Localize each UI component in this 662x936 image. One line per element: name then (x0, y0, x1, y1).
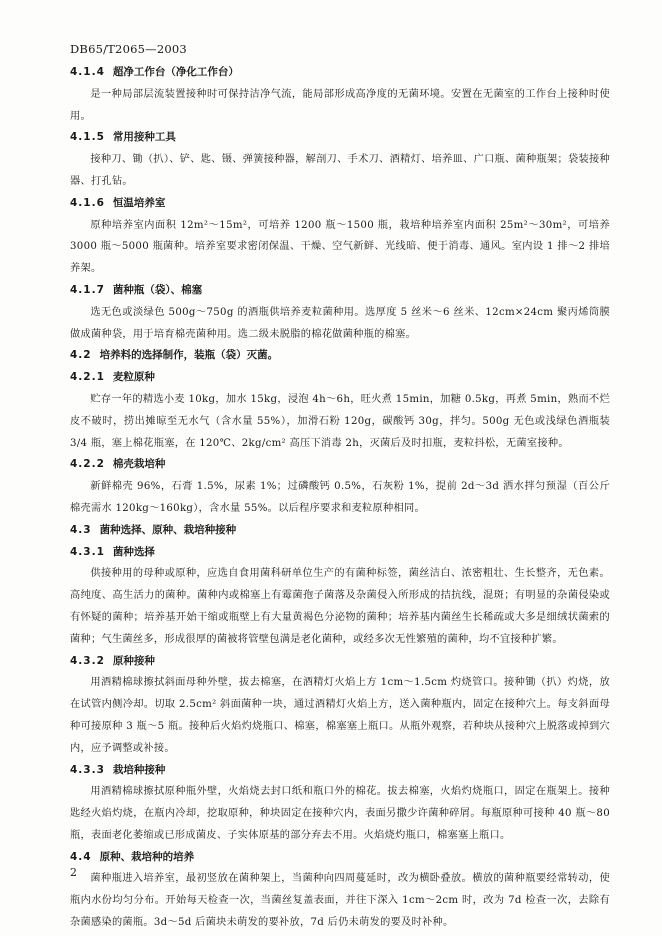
section-title: 菌种瓶（袋）、棉塞 (112, 283, 203, 296)
body-paragraph: 用酒精棉球擦拭原种瓶外壁，火焰烧去封口纸和瓶口外的棉花。拔去棉塞，火焰灼烧瓶口，固定在瓶架上。接种匙经火焰灼烧，在瓶内冷却，挖取原种，种块固定在接种穴内，表面另撒少许菌种碎屑。每瓶原种可接种 40 瓶～80 瓶，表面老化萎缩或已形成菌皮、子实体原基的部分弃去不用。火焰烧灼瓶口，棉塞塞上瓶口。 (70, 786, 610, 841)
section-number: 4.1.6 (70, 196, 105, 209)
section-heading (70, 651, 610, 673)
section-title: 原种、栽培种的培养 (99, 850, 195, 863)
section-heading (70, 760, 610, 782)
section-heading (70, 193, 610, 215)
section-heading (70, 454, 610, 476)
section-number: 4.2.1 (70, 371, 105, 384)
page-number: 2 (70, 866, 77, 879)
body-paragraph: 菌种瓶进入培养室，最初竖放在菌种架上，当菌种向四周蔓延时，改为横卧叠放。横放的菌种瓶要经常转动，使瓶内水份均匀分布。开始每天检查一次，当菌丝复盖表面，并往下深入 1cm～2cm 时，改为 7d 检查一次，去除有杂菌感染的菌瓶。3d～5d 后菌块未萌发的要补放，7d 后仍未萌发的要及时补种。 (70, 873, 610, 929)
section-title: 菌种选择 (112, 545, 155, 558)
section-number: 4.2 (70, 349, 92, 362)
section-heading (70, 847, 610, 869)
body-paragraph: 供接种用的母种或原种，应选自食用菌科研单位生产的有菌种标签，菌丝洁白、浓密粗壮、生长整齐，无色素。高纯度、高生活力的菌种。菌种内或棉塞上有霉菌孢子菌落及杂菌侵入所形成的拮抗线，混斑；有明显的杂菌侵染或有怀疑的菌种；培养基开始干缩或瓶壁上有大量黄褐色分泌物的菌种；培养基内菌丝生长稀疏或大多是细绒状菌索的菌种；气生菌丝多，形成很厚的菌被将管壁包满是老化菌种，或经多次无性繁殖的菌种，均不宜接种扩繁。 (70, 568, 610, 645)
section-title: 栽培种接种 (112, 763, 166, 776)
body-paragraph: 是一种局部层流装置接种时可保持洁净气流，能局部形成高净度的无菌环境。安置在无菌室的工作台上接种时使用。 (70, 88, 610, 122)
body-paragraph: 原种培养室内面积 12m²～15m²，可培养 1200 瓶～1500 瓶，栽培种培养室内面积 25m²～30m²，可培养 3000 瓶～5000 瓶菌种。培养室要求密闭保温、干燥、空气新鲜、光线暗、便于消毒、通风。室内设 1 排～2 排培养架。 (70, 219, 610, 275)
section-number: 4.3.2 (70, 654, 105, 667)
section-heading (70, 280, 610, 302)
section-heading (70, 542, 610, 564)
section-title: 常用接种工具 (112, 131, 176, 144)
section-heading (70, 367, 610, 389)
body-paragraph: 新鲜棉壳 96%，石膏 1.5%，尿素 1%；过磷酸钙 0.5%，石灰粉 1%，提前 2d～3d 洒水拌匀预湿（百公斤棉壳需水 120kg～160kg），含水量 55%。以后程序要求和麦粒原种相同。 (70, 481, 610, 514)
section-title: 恒温培养室 (112, 196, 166, 209)
body-paragraph: 接种刀、锄（扒）、铲、匙、镊、弹簧接种器，解剖刀、手术刀、酒精灯、培养皿、广口瓶、菌种瓶架；袋装接种器、打孔钻。 (70, 154, 610, 187)
section-number: 4.3.1 (70, 545, 105, 558)
body-paragraph: 选无色或淡绿色 500g～750g 的酒瓶供培养麦粒菌种用。选厚度 5 丝米～6 丝米、12cm×24cm 聚丙烯筒膜做成菌种袋，用于培育棉壳菌种用。选二级未脱脂的棉花做菌种瓶的棉塞。 (70, 306, 610, 340)
section-number: 4.1.5 (70, 131, 105, 144)
section-title: 麦粒原种 (112, 371, 155, 384)
section-number: 4.2.2 (70, 458, 105, 471)
section-number: 4.1.4 (70, 66, 105, 78)
document-body (70, 62, 610, 934)
body-paragraph: 贮存一年的精选小麦 10kg，加水 15kg，浸泡 4h～6h，旺火煮 15min，加糖 0.5kg，再煮 5min，熟而不烂皮不破时，捞出摊晾至无水气（含水量 55%），加滑石粉 120g，碳酸钙 30g，拌匀。500g 无色或浅绿色酒瓶装 3/4 瓶，塞上棉花瓶塞，在 120℃、2kg/cm² 高压下消毒 2h，灭菌后及时扣瓶，麦粒抖松，无菌室接种。 (70, 393, 610, 449)
standard-code-header: DB65/T2065—2003 (70, 42, 187, 56)
section-title: 棉壳栽培种 (112, 458, 166, 471)
section-number: 4.3.3 (70, 763, 105, 776)
section-number: 4.3 (70, 523, 92, 536)
section-heading (70, 127, 610, 149)
section-heading (70, 345, 610, 367)
section-title: 菌种选择、原种、栽培种接种 (99, 523, 237, 536)
section-number: 4.1.7 (70, 283, 105, 296)
section-number: 4.4 (70, 850, 92, 863)
section-heading (70, 62, 610, 84)
body-paragraph: 用酒精棉球擦拭斜面母种外壁，拔去棉塞，在酒精灯火焰上方 1cm～1.5cm 灼烧管口。接种锄（扒）灼烧，放在试管内侧冷却。切取 2.5cm² 斜面菌种一块，通过酒精灯火焰上方，送入菌种瓶内，固定在接种穴上。每支斜面母种可接原种 3 瓶～5 瓶。接种后火焰灼烧瓶口、棉塞，棉塞塞上瓶口。从瓶外观察，若种块从接种穴上脱落或掉到穴内，应予调整或补接。 (70, 677, 610, 754)
section-title: 超净工作台（净化工作台） (112, 66, 239, 78)
section-heading (70, 520, 610, 542)
section-title: 培养料的选择制作，装瓶（袋）灭菌。 (99, 349, 279, 362)
section-title: 原种接种 (112, 654, 155, 667)
